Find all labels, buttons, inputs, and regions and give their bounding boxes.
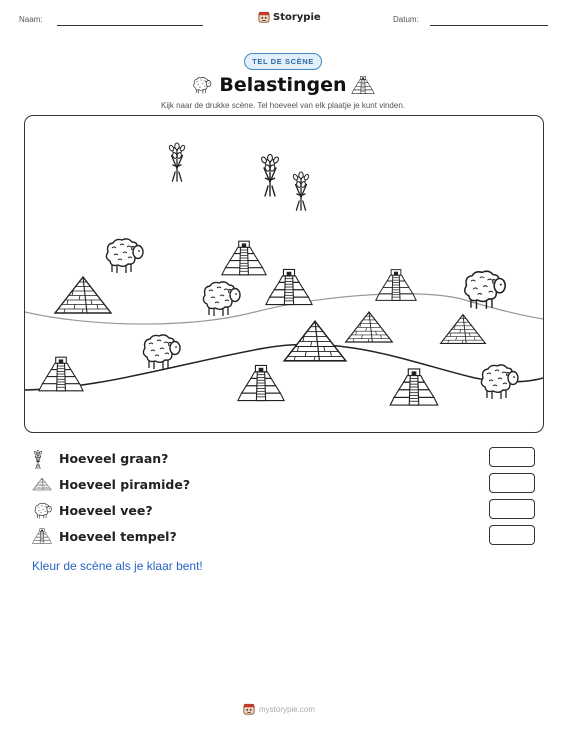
sheep-icon — [137, 332, 181, 370]
question-text: Hoeveel piramide? — [59, 477, 191, 492]
temple-icon — [351, 76, 375, 94]
question-row-pyramid — [32, 475, 534, 495]
grain-icon — [32, 449, 44, 469]
answer-box-grain[interactable] — [489, 447, 535, 467]
question-row-temple — [32, 527, 534, 547]
pyramid-icon — [32, 477, 52, 491]
temple-icon — [389, 368, 439, 406]
temple-icon — [265, 268, 313, 306]
pyramid-icon — [53, 274, 113, 316]
temple-icon — [237, 364, 285, 402]
sheep-icon — [32, 502, 52, 519]
sheep-icon — [475, 362, 519, 400]
question-text: Hoeveel vee? — [59, 503, 153, 518]
question-row-grain — [32, 449, 534, 469]
answer-box-temple[interactable] — [489, 525, 535, 545]
activity-tag: TEL DE SCÈNE — [244, 53, 322, 70]
pyramid-icon — [439, 312, 487, 346]
footer-url[interactable]: mystorypie.com — [259, 704, 316, 714]
date-label: Datum: — [393, 15, 419, 24]
sheep-icon — [457, 268, 507, 310]
grain-icon — [166, 140, 188, 182]
temple-icon — [375, 268, 417, 302]
answer-box-cattle[interactable] — [489, 499, 535, 519]
name-label: Naam: — [19, 15, 43, 24]
page-title: Belastingen — [219, 74, 347, 96]
question-text: Hoeveel tempel? — [59, 529, 177, 544]
sheep-icon — [197, 279, 241, 317]
question-text: Hoeveel graan? — [59, 451, 169, 466]
temple-icon — [32, 528, 52, 544]
temple-icon — [221, 240, 267, 276]
counting-scene — [24, 115, 544, 433]
name-line[interactable] — [57, 25, 203, 26]
sheep-icon — [100, 236, 144, 274]
grain-icon — [258, 150, 282, 198]
pyramid-icon — [278, 319, 352, 363]
grain-icon — [290, 168, 312, 212]
brand-logo — [258, 11, 321, 23]
date-line[interactable] — [430, 25, 548, 26]
answer-box-pyramid[interactable] — [489, 473, 535, 493]
question-row-cattle — [32, 501, 534, 521]
brand-name: Storypie — [273, 11, 321, 23]
instruction-text: Kijk naar de drukke scène. Tel hoeveel van elk plaatje je kunt vinden. — [160, 101, 405, 110]
finish-instruction: Kleur de scène als je klaar bent! — [32, 559, 203, 573]
storypie-logo-icon — [258, 11, 270, 23]
storypie-logo-icon — [243, 703, 255, 715]
temple-icon — [38, 356, 84, 392]
footer — [243, 703, 315, 715]
